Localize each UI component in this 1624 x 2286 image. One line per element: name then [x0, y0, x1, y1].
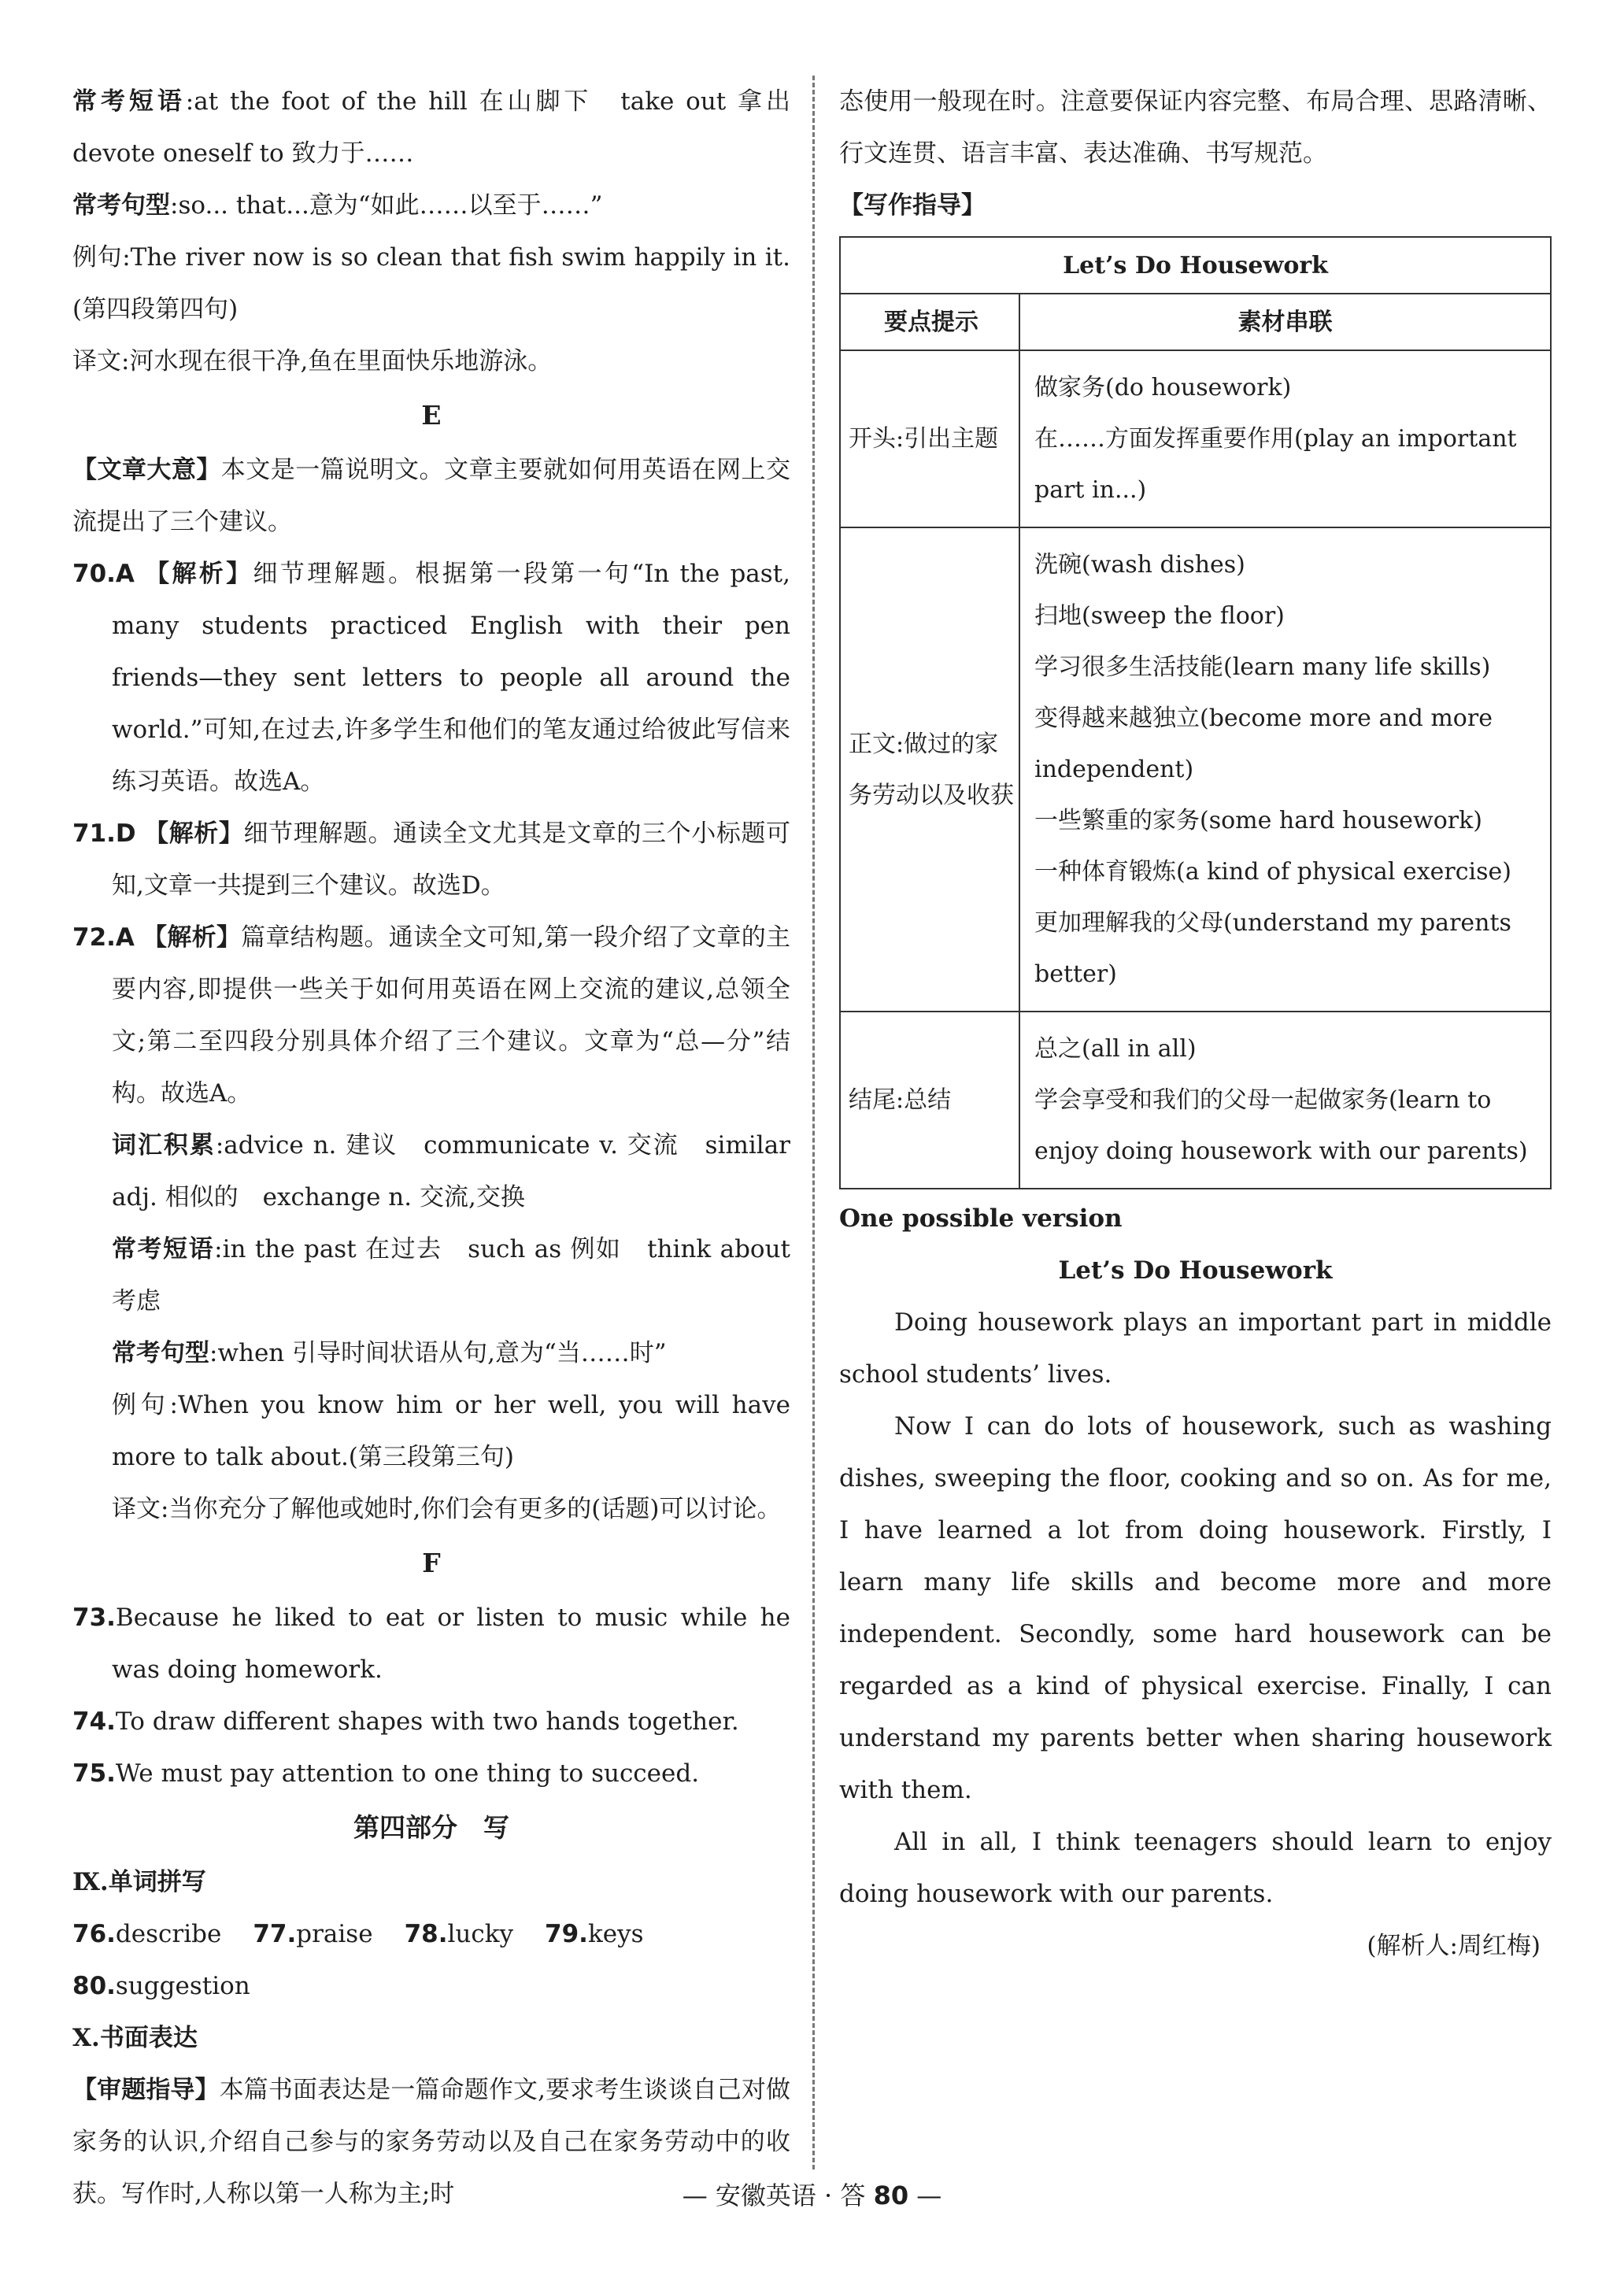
- e-gist: 【文章大意】本文是一篇说明文。文章主要就如何用英语在网上交流提出了三个建议。: [72, 456, 791, 536]
- row-materials-opening: [1019, 350, 1551, 527]
- material-item: 总之(all in all): [1034, 1035, 1197, 1063]
- material-item: 做家务(do housework): [1034, 374, 1292, 401]
- right-column: [839, 76, 1552, 1972]
- e-vocab: 词汇积累:advice n. 建议 communicate v. 交流 similar adj. 相似的 exchange n. 交流,交换: [112, 1131, 790, 1211]
- row-materials-body: [1019, 527, 1551, 1012]
- material-item: 更加理解我的父母(understand my parents better): [1034, 909, 1511, 988]
- spelling-80: 80.suggestion: [72, 1972, 250, 2000]
- table-title: Let’s Do Housework: [840, 237, 1551, 294]
- version-label: One possible version: [839, 1204, 1123, 1233]
- review-guide-continued: 态使用一般现在时。注意要保证内容完整、布局合理、思路清晰、行文连贯、语言丰富、表达准确、书写规范。: [839, 87, 1552, 168]
- section-e-heading: E: [421, 400, 442, 431]
- essay-paragraph: Now I can do lots of housework, such as washing dishes, sweeping the floor, cooking and so on. As for me, I have learned a lot from doing housework. Firstly, I learn many life skills and become more and more independent. Secondly, some hard housework can be regarded as a kind of physical exercise. Finally, I can understand my parents better when sharing housework with them.: [839, 1412, 1552, 1804]
- material-item: 学习很多生活技能(learn many life skills): [1034, 653, 1491, 681]
- e-pattern: 常考句型:when 引导时间状语从句,意为“当……时”: [112, 1339, 667, 1367]
- page-footer: — 安徽英语 · 答 80 —: [682, 2181, 942, 2210]
- sample-essay: [839, 1297, 1552, 1920]
- part4-title: 第四部分 写: [353, 1812, 509, 1843]
- material-item: 一些繁重的家务(some hard housework): [1034, 807, 1483, 834]
- table-row: [840, 1012, 1551, 1189]
- spelling-79: 79.keys: [545, 1920, 644, 1948]
- d-phrase: 常考短语:at the foot of the hill 在山脚下 take out 拿出 devote oneself to 致力于……: [72, 87, 816, 168]
- answer-73: 73.Because he liked to eat or listen to music while he was doing homework.: [72, 1604, 790, 1684]
- essay-title: Let’s Do Housework: [1058, 1256, 1333, 1285]
- e-translation: 译文:当你充分了解他或她时,你们会有更多的(话题)可以讨论。: [112, 1495, 782, 1523]
- spelling-78: 78.lucky: [404, 1920, 514, 1948]
- section10-title: Ⅹ.书面表达: [72, 2024, 198, 2052]
- answer-71: 71.D 【解析】细节理解题。通读全文尤其是文章的三个小标题可知,文章一共提到三个建议。故选D。: [72, 819, 791, 900]
- table-header-materials: 素材串联: [1019, 294, 1551, 350]
- d-example: 例句:The river now is so clean that fish swim happily in it.(第四段第四句): [72, 243, 790, 324]
- material-item: 变得越来越独立(become more and more independent): [1034, 705, 1493, 783]
- section9-title: Ⅸ.单词拼写: [72, 1868, 206, 1896]
- spelling-76: 76.describe: [72, 1920, 222, 1948]
- analyst-credit: (解析人:周红梅): [1367, 1932, 1541, 1960]
- answer-72: 72.A 【解析】篇章结构题。通读全文可知,第一段介绍了文章的主要内容,即提供一些关于如何用英语在网上交流的建议,总领全文;第二至四段分别具体介绍了三个建议。文章为“总—分”结构。故选A。: [72, 923, 791, 1108]
- row-key-body: 正文:做过的家务劳动以及收获: [840, 527, 1019, 1012]
- material-item: 扫地(sweep the floor): [1034, 602, 1285, 630]
- row-key-ending: 结尾:总结: [840, 1012, 1019, 1189]
- writing-guide-label: 【写作指导】: [839, 191, 986, 220]
- material-item: 学会享受和我们的父母一起做家务(learn to enjoy doing housework with our parents): [1034, 1086, 1528, 1165]
- page-number: 80: [873, 2181, 909, 2210]
- writing-guide-table: [839, 236, 1552, 1189]
- material-item: 一种体育锻炼(a kind of physical exercise): [1034, 858, 1511, 886]
- table-row: [840, 350, 1551, 527]
- spelling-answers: [72, 1908, 790, 2012]
- material-item: 在……方面发挥重要作用(play an important part in...): [1034, 425, 1517, 504]
- d-pattern: 常考句型:so... that...意为“如此……以至于……”: [72, 191, 603, 220]
- column-divider: [812, 76, 815, 2169]
- answer-70: 70.A 【解析】细节理解题。根据第一段第一句“In the past, many students practiced English with their pen friends—they sent letters to people all around the world.”可知,在过去,许多学生和他们的笔友通过给彼此写信来练习英语。故选A。: [72, 560, 790, 796]
- d-translation: 译文:河水现在很干净,鱼在里面快乐地游泳。: [72, 347, 553, 375]
- material-item: 洗碗(wash dishes): [1034, 551, 1245, 579]
- essay-paragraph: Doing housework plays an important part in middle school students’ lives.: [839, 1308, 1552, 1389]
- review-guide: 【审题指导】本篇书面表达是一篇命题作文,要求考生谈谈自己对做家务的认识,介绍自己参与的家务劳动以及自己在家务劳动中的收获。写作时,人称以第一人称为主;时: [72, 2076, 790, 2208]
- row-materials-ending: [1019, 1012, 1551, 1189]
- e-phrase: 常考短语:in the past 在过去 such as 例如 think about 考虑: [112, 1235, 790, 1315]
- e-example: 例句:When you know him or her well, you will have more to talk about.(第三段第三句): [112, 1391, 790, 1471]
- row-key-opening: 开头:引出主题: [840, 350, 1019, 527]
- spelling-77: 77.praise: [253, 1920, 373, 1948]
- answer-74: 74.To draw different shapes with two hands together.: [72, 1707, 739, 1736]
- essay-paragraph: All in all, I think teenagers should learn to enjoy doing housework with our parents.: [839, 1828, 1552, 1908]
- section-f-heading: F: [422, 1548, 441, 1578]
- table-row: [840, 527, 1551, 1012]
- answer-75: 75.We must pay attention to one thing to succeed.: [72, 1759, 700, 1788]
- table-header-points: 要点提示: [840, 294, 1019, 350]
